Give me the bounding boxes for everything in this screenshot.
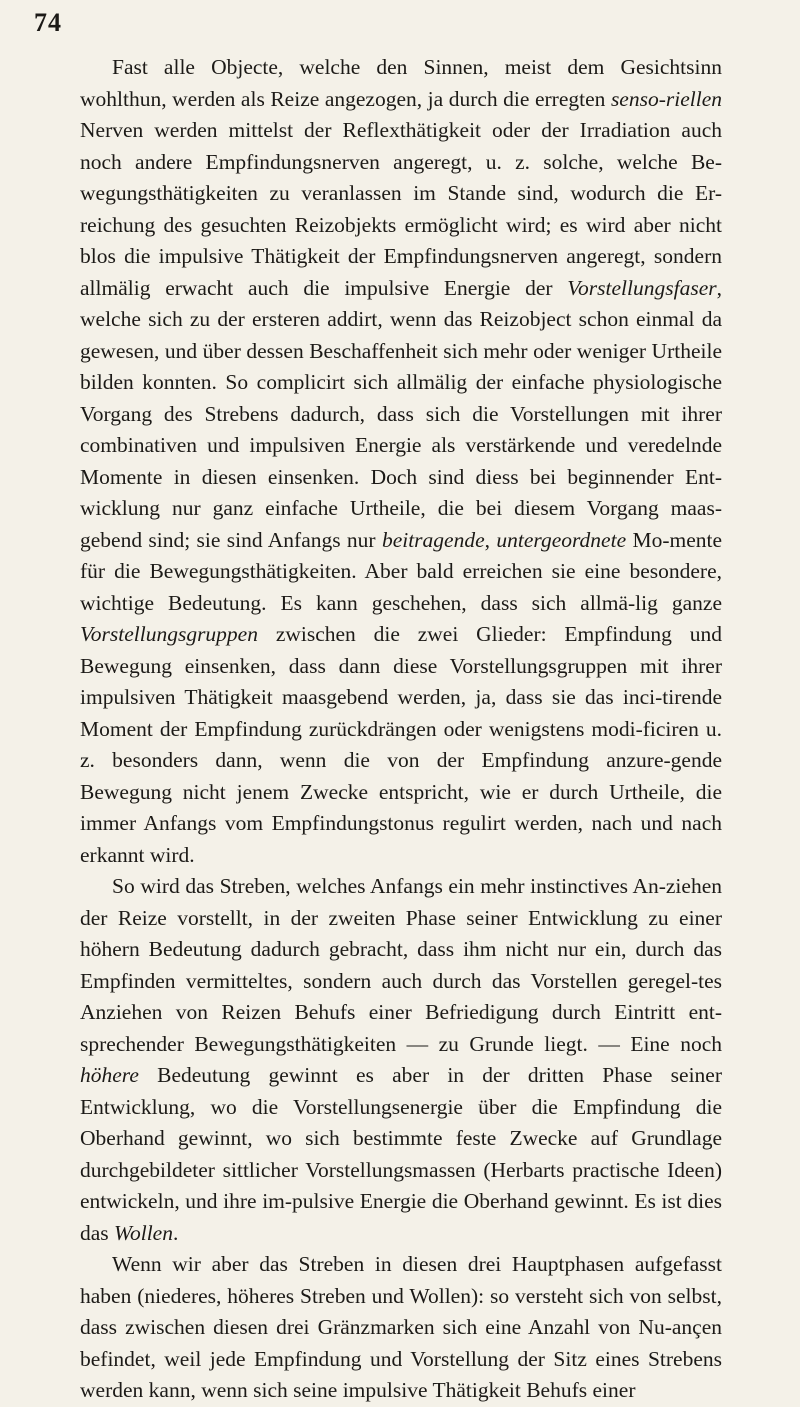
text-segment: Mo-mente für die Bewegungsthätigkeiten. Aber bald erreichen sie eine besondere, wichtige Bedeutung. Es kann geschehen, dass sich allmä-lig ganze: [80, 527, 723, 615]
emphasized-text: Wollen: [114, 1220, 173, 1245]
text-segment: So wird das Streben, welches Anfangs ein mehr instinctives An-ziehen der Reize vorstellt, in der zweiten Phase seiner Entwicklung zu einer höhern Bedeutung dadurch gebracht, dass ihm nicht nur ein, durch das Empfinden vermitteltes, sondern auch durch das Vorstellen geregel-tes Anziehen von Reizen Behufs einer Befriedigung durch Eintritt ent-sprechender Bewegungsthätigkeiten — zu Grunde liegt. — Eine noch: [80, 874, 722, 1056]
page-number: 74: [34, 8, 62, 37]
text-segment: Nerven werden mittelst der Reflexthätigkeit oder der Irradiation auch noch andere Empfindungsnerven angeregt, u. z. solche, welche Be-wegungsthätigkeiten zu veranlassen im Stande sind, wodurch die Er-reichung des gesuchten Reizobjekts ermöglicht wird; es wird aber nicht blos die impulsive Thätigkeit der Empfindungsnerven angeregt, sondern allmälig erwacht auch die impulsive Energie der: [80, 118, 722, 300]
text-segment: ,: [484, 527, 497, 552]
paragraph: [80, 871, 722, 1249]
text-segment: Bedeutung gewinnt es aber in der dritten Phase seiner Entwicklung, wo die Vorstellungsenergie über die Empfindung die Oberhand gewinnt, wo sich bestimmte feste Zwecke auf Grundlage durchgebildeter sittlicher Vorstellungsmassen (Herbarts practische Ideen) entwickeln, und ihre im-pulsive Energie die Oberhand gewinnt. Es ist dies das: [80, 1063, 722, 1245]
paragraph: [80, 1249, 722, 1407]
emphasized-text: senso-riellen: [610, 86, 722, 111]
text-segment: Wenn wir aber das Streben in diesen drei Hauptphasen aufgefasst haben (niederes, höheres Streben und Wollen): so versteht sich von selbst, dass zwischen diesen drei Gränzmarken sich eine Anzahl von Nu-ançen befindet, weil jede Empfindung und Vorstellung der Sitz eines Strebens werden kann, wenn sich seine impulsive Thätigkeit Behufs einer: [80, 1252, 722, 1402]
emphasized-text: Vorstellungsgruppen: [80, 622, 258, 646]
text-segment: zwischen die zwei Glieder: Empfindung und Bewegung einsenken, dass dann diese Vorstellungsgruppen mit ihrer impulsiven Thätigkeit maasgebend werden, ja, dass sie das inci-tirende Moment der Empfindung zurückdrängen oder wenigstens modi-ficiren u. z. besonders dann, wenn die von der Empfindung anzure-gende Bewegung nicht jenem Zwecke entspricht, wie er durch Urtheile, die immer Anfangs vom Empfindungstonus regulirt werden, nach und nach erkannt wird.: [80, 622, 722, 867]
text-segment: Fast alle Objecte, welche den Sinnen, meist dem Gesichtsinn wohlthun, werden als Reize angezogen, ja durch die erregten: [80, 55, 722, 111]
paragraph: [80, 52, 722, 871]
text-segment: .: [172, 1220, 179, 1245]
emphasized-text: höhere: [80, 1063, 139, 1087]
emphasized-text: untergeordnete: [496, 527, 627, 552]
text-segment: , welche sich zu der ersteren addirt, wenn das Reizobject schon einmal da gewesen, und über dessen Beschaffenheit sich mehr oder weniger Urtheile bilden konnten. So complicirt sich allmälig der einfache physiologische Vorgang des Strebens dadurch, dass sich die Vorstellungen mit ihrer combinativen und impulsiven Energie als verstärkende und veredelnde Momente in diesen einsenken. Doch sind diess bei beginnender Ent-wicklung nur ganz einfache Urtheile, die bei diesem Vorgang maas-gebend sind; sie sind Anfangs nur: [80, 275, 722, 552]
emphasized-text: beitragende: [381, 527, 485, 552]
body-text: [80, 52, 722, 1407]
emphasized-text: Vorstellungsfaser: [567, 275, 717, 300]
